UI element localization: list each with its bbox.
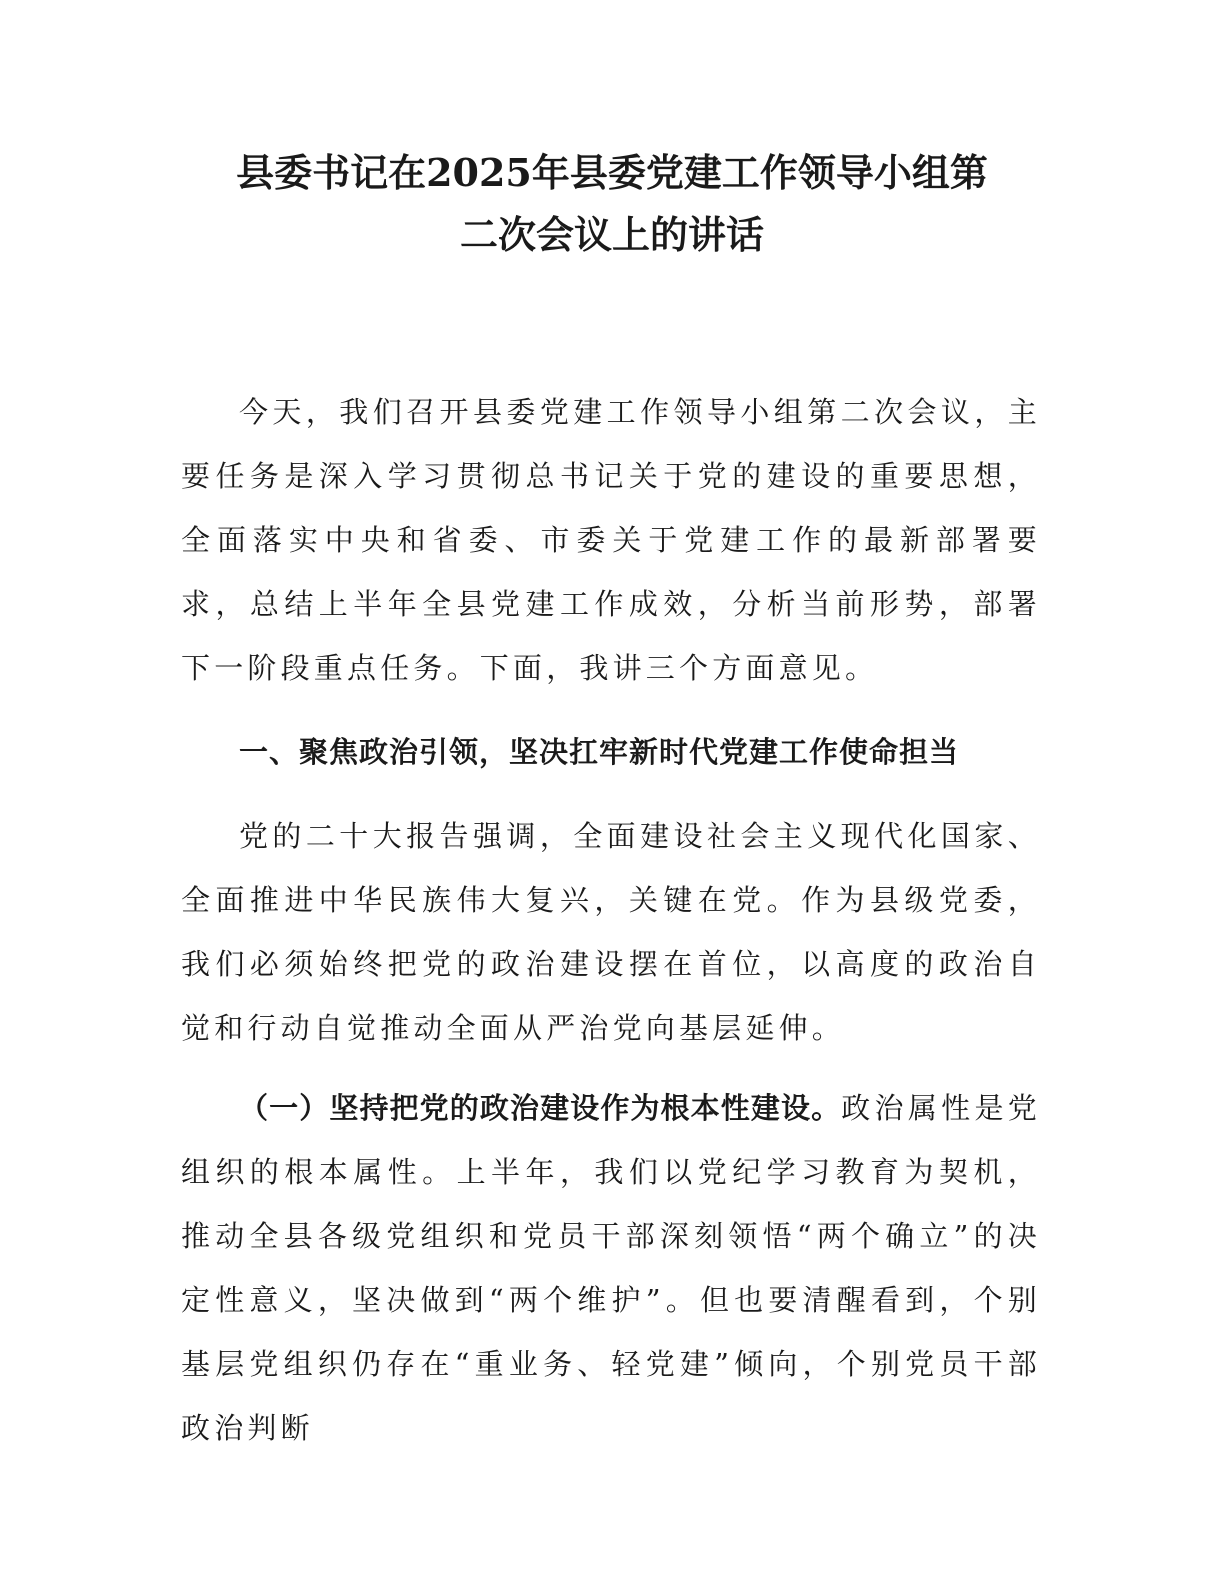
subsection-lead: （一）坚持把党的政治建设作为根本性建设。 — [239, 1091, 842, 1125]
subsection-body: 政治属性是党组织的根本属性。上半年，我们以党纪学习教育为契机，推动全县各级党组织和党员干部深刻领悟“两个确立”的决定性意义，坚决做到“两个维护”。但也要清醒看到，个别基层党组织仍存在“重业务、轻党建”倾向，个别党员干部政治判断 — [181, 1091, 1041, 1445]
section-paragraph: 党的二十大报告强调，全面建设社会主义现代化国家、全面推进中华民族伟大复兴，关键在党。作为县级党委，我们必须始终把党的政治建设摆在首位，以高度的政治自觉和行动自觉推动全面从严治党向基层延伸。 — [181, 819, 1041, 1045]
document-title — [150, 142, 1074, 266]
title-line-2: 二次会议上的讲话 — [459, 212, 764, 257]
subsection-paragraph — [181, 1076, 1041, 1460]
spacer — [181, 700, 1041, 720]
spacer — [181, 1060, 1041, 1076]
spacer — [181, 784, 1041, 804]
document-body — [181, 380, 1041, 1460]
section-heading: 一、聚焦政治引领，坚决扛牢新时代党建工作使命担当 — [239, 735, 960, 769]
intro-paragraph: 今天，我们召开县委党建工作领导小组第二次会议，主要任务是深入学习贯彻总书记关于党的建设的重要思想，全面落实中央和省委、市委关于党建工作的最新部署要求，总结上半年全县党建工作成效，分析当前形势，部署下一阶段重点任务。下面，我讲三个方面意见。 — [181, 395, 1041, 685]
title-line-1: 县委书记在2025年县委党建工作领导小组第 — [236, 150, 988, 195]
